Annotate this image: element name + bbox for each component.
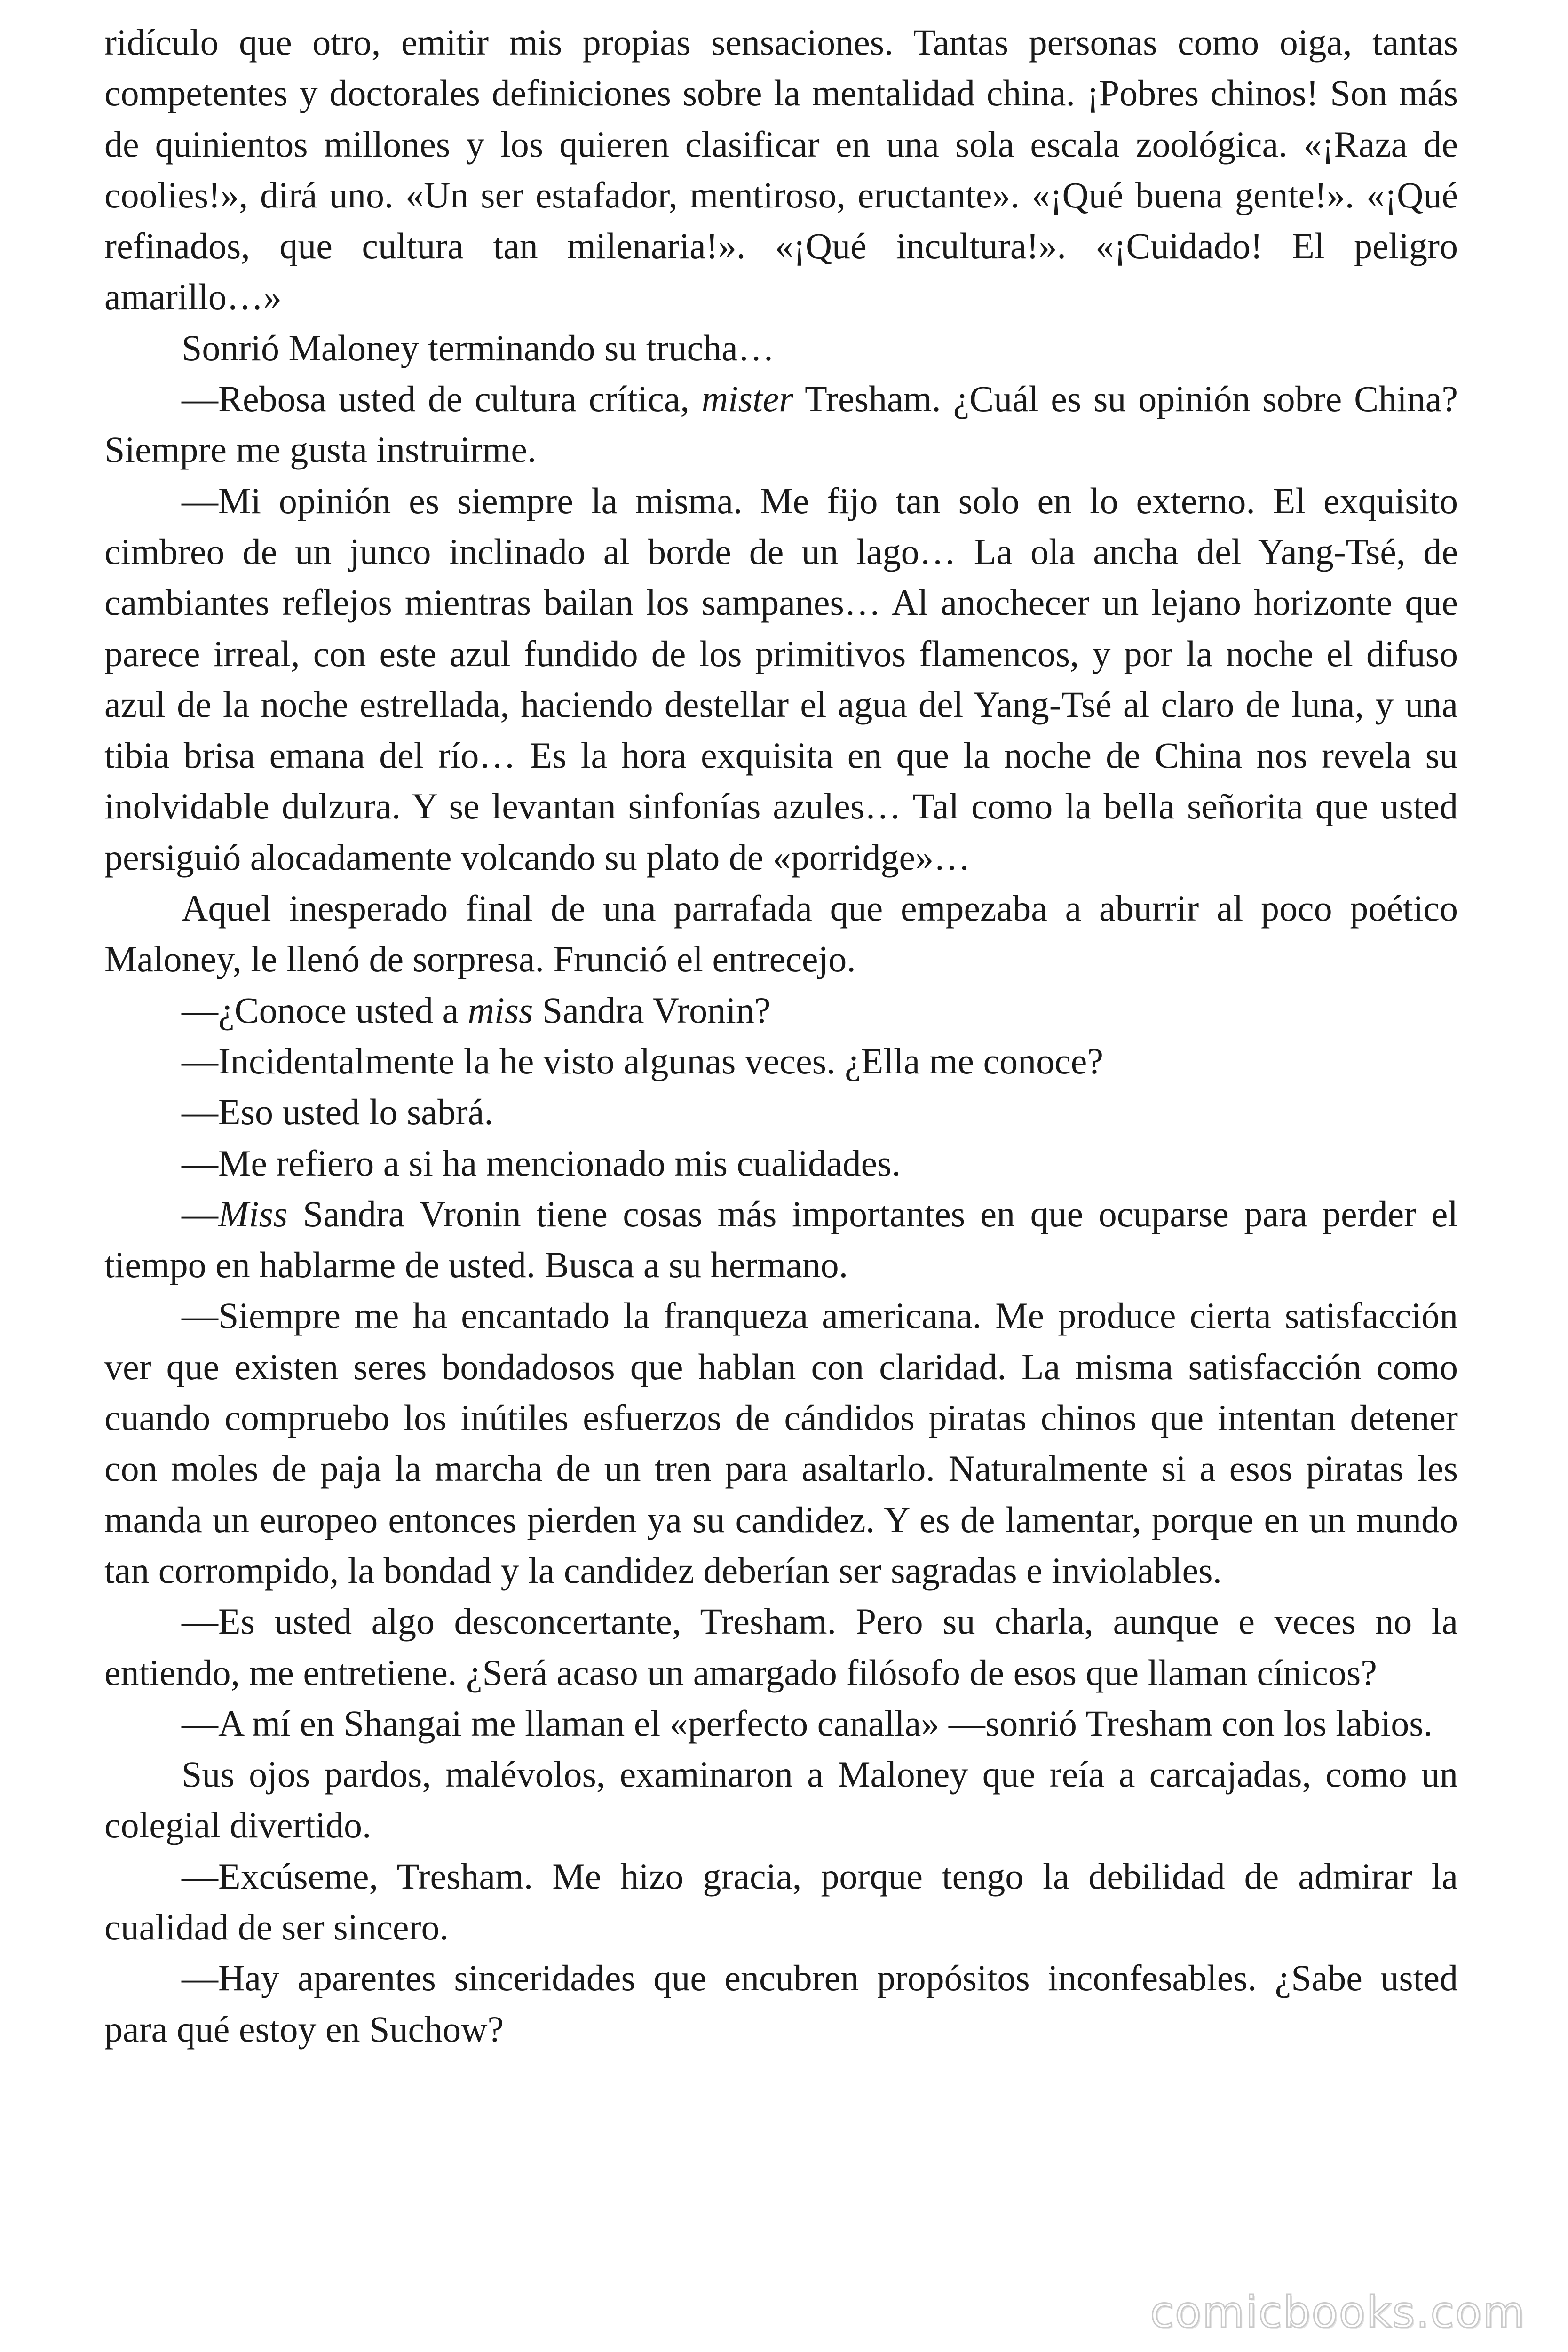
italic-text: Miss xyxy=(218,1193,288,1234)
text-run: —Es usted algo desconcertante, Tresham. Pero su charla, aunque e veces no la entiendo, me entretiene. ¿Será acaso un amargado filósofo de esos que llaman cínicos? xyxy=(104,1601,1458,1693)
paragraph xyxy=(104,373,1458,476)
paragraph xyxy=(104,476,1458,883)
text-run: —Siempre me ha encantado la franqueza americana. Me produce cierta satisfacción ver que existen seres bondadosos que hablan con claridad. La misma satisfacción como cuando compruebo los inútiles esfuerzos de cándidos piratas chinos que intentan detener con moles de paja la marcha de un tren para asaltarlo. Naturalmente si a esos piratas les manda un europeo entonces pierden ya su candidez. Y es de lamentar, porque en un mundo tan corrompido, la bondad y la candidez deberían ser sagradas e inviolables. xyxy=(104,1295,1458,1591)
text-run: —A mí en Shangai me llaman el «perfecto canalla» —sonrió Tresham con los labios. xyxy=(182,1702,1433,1744)
italic-text: mister xyxy=(701,378,793,420)
paragraph xyxy=(104,1749,1458,1851)
paragraph xyxy=(104,323,1458,373)
paragraph xyxy=(104,883,1458,985)
text-run: Sus ojos pardos, malévolos, examinaron a Maloney que reía a carcajadas, como un colegial divertido. xyxy=(104,1754,1458,1846)
text-run: —Rebosa usted de cultura crítica, xyxy=(182,378,702,420)
text-run: —Mi opinión es siempre la misma. Me fijo tan solo en lo externo. El exquisito cimbreo de un junco inclinado al borde de un lago… La ola ancha del Yang-Tsé, de cambiantes reflejos mientras bailan los sampanes… Al anochecer un lejano horizonte que parece irreal, con este azul fundido de los primitivos flamencos, y por la noche el difuso azul de la noche estrellada, haciendo destellar el agua del Yang-Tsé al claro de luna, y una tibia brisa emana del río… Es la hora exquisita en que la noche de China nos revela su inolvidable dulzura. Y se levantan sinfonías azules… Tal como la bella señorita que usted persiguió alocadamente volcando su plato de «porridge»… xyxy=(104,480,1458,878)
paragraph xyxy=(104,1953,1458,2055)
text-run: — xyxy=(182,1193,218,1234)
text-run: Sandra Vronin tiene cosas más importantes en que ocuparse para perder el tiempo en hablarme de usted. Busca a su hermano. xyxy=(104,1193,1458,1286)
text-run: —¿Conoce usted a xyxy=(182,989,468,1031)
text-run: Aquel inesperado final de una parrafada que empezaba a aburrir al poco poético Maloney, le llenó de sorpresa. Frunció el entrecejo. xyxy=(104,888,1458,980)
text-run: —Eso usted lo sabrá. xyxy=(182,1091,493,1133)
paragraph xyxy=(104,1036,1458,1087)
paragraph xyxy=(104,1189,1458,1291)
paragraph xyxy=(104,1087,1458,1137)
text-run: ridículo que otro, emitir mis propias sensaciones. Tantas personas como oiga, tantas competentes y doctorales definiciones sobre la mentalidad china. ¡Pobres chinos! Son más de quinientos millones y los quieren clasificar en una sola escala zoológica. «¡Raza de coolies!», dirá uno. «Un ser estafador, mentiroso, eructante». «¡Qué buena gente!». «¡Qué refinados, que cultura tan milenaria!». «¡Qué incultura!». «¡Cuidado! El peligro amarillo…» xyxy=(104,22,1458,318)
text-run: —Incidentalmente la he visto algunas veces. ¿Ella me conoce? xyxy=(182,1040,1104,1081)
paragraph xyxy=(104,17,1458,323)
paragraph xyxy=(104,1290,1458,1596)
paragraph xyxy=(104,1596,1458,1698)
paragraph xyxy=(104,985,1458,1036)
page-body xyxy=(104,17,1458,2055)
paragraph xyxy=(104,1851,1458,1953)
italic-text: miss xyxy=(467,989,533,1031)
text-run: Sonrió Maloney terminando su trucha… xyxy=(182,327,775,368)
watermark: comicbooks.com xyxy=(1150,2287,1526,2337)
text-run: —Excúseme, Tresham. Me hizo gracia, porque tengo la debilidad de admirar la cualidad de ser sincero. xyxy=(104,1855,1458,1947)
text-run: Tresham. ¿Cuál es su opinión sobre China? Siempre me gusta instruirme. xyxy=(104,378,1458,470)
text-run: Sandra Vronin? xyxy=(533,989,771,1031)
text-run: —Me refiero a si ha mencionado mis cualidades. xyxy=(182,1142,901,1184)
text-run: —Hay aparentes sinceridades que encubren propósitos inconfesables. ¿Sabe usted para qué estoy en Suchow? xyxy=(104,1957,1458,2050)
paragraph xyxy=(104,1698,1458,1749)
paragraph xyxy=(104,1138,1458,1189)
